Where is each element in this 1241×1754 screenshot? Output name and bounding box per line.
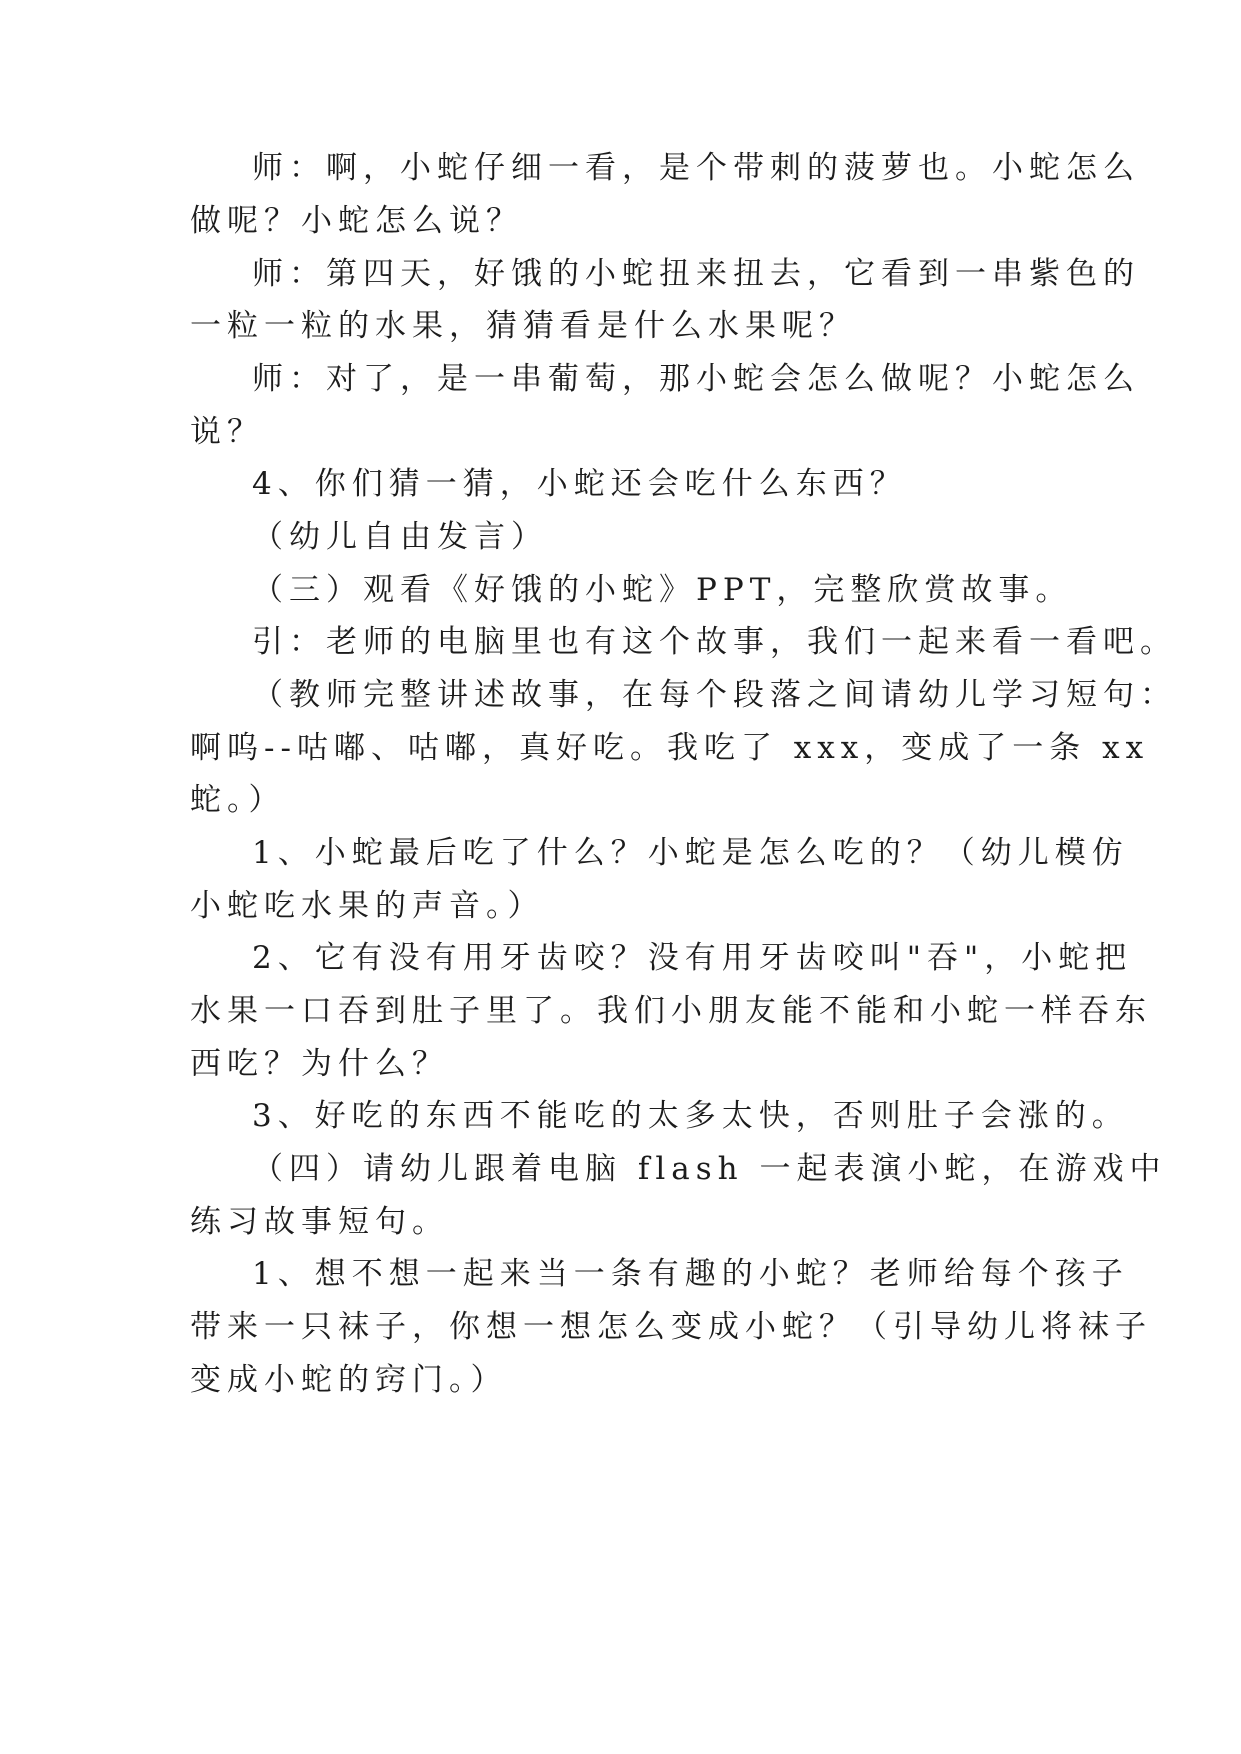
text-line: 练习故事短句。 bbox=[190, 1204, 449, 1240]
text-line: 蛇。） bbox=[190, 782, 286, 818]
text-line: 带来一只袜子，你想一想怎么变成小蛇？（引导幼儿将袜子 bbox=[190, 1309, 1152, 1345]
text-line: 1、小蛇最后吃了什么？小蛇是怎么吃的？（幼儿模仿 bbox=[252, 835, 1129, 871]
text-line: 西吃？为什么？ bbox=[190, 1046, 449, 1082]
text-line: 师：啊，小蛇仔细一看，是个带刺的菠萝也。小蛇怎么 bbox=[252, 150, 1140, 186]
text-line: 1、想不想一起来当一条有趣的小蛇？老师给每个孩子 bbox=[252, 1256, 1129, 1292]
text-line: （四）请幼儿跟着电脑 flash 一起表演小蛇，在游戏中 bbox=[252, 1151, 1167, 1187]
text-line: 师：对了，是一串葡萄，那小蛇会怎么做呢？小蛇怎么 bbox=[252, 361, 1140, 397]
text-line: 一粒一粒的水果，猜猜看是什么水果呢？ bbox=[190, 308, 856, 344]
text-line: 4、你们猜一猜，小蛇还会吃什么东西？ bbox=[252, 466, 907, 502]
text-line: 说？ bbox=[190, 414, 264, 450]
text-line: （三）观看《好饿的小蛇》PPT，完整欣赏故事。 bbox=[252, 572, 1073, 608]
text-line: 啊呜--咕嘟、咕嘟，真好吃。我吃了 xxx，变成了一条 xx bbox=[190, 730, 1150, 766]
text-line: 师：第四天，好饿的小蛇扭来扭去，它看到一串紫色的 bbox=[252, 256, 1140, 292]
text-line: （教师完整讲述故事，在每个段落之间请幼儿学习短句： bbox=[252, 677, 1177, 713]
text-line: 引：老师的电脑里也有这个故事，我们一起来看一看吧。 bbox=[252, 624, 1177, 660]
text-line: 变成小蛇的窍门。） bbox=[190, 1362, 508, 1398]
text-line: 水果一口吞到肚子里了。我们小朋友能不能和小蛇一样吞东 bbox=[190, 993, 1152, 1029]
text-line: 小蛇吃水果的声音。） bbox=[190, 888, 545, 924]
text-line: 3、好吃的东西不能吃的太多太快，否则肚子会涨的。 bbox=[252, 1098, 1129, 1134]
text-line: 2、它有没有用牙齿咬？没有用牙齿咬叫"吞"，小蛇把 bbox=[252, 940, 1133, 976]
text-line: （幼儿自由发言） bbox=[252, 519, 548, 555]
text-line: 做呢？小蛇怎么说？ bbox=[190, 203, 523, 239]
